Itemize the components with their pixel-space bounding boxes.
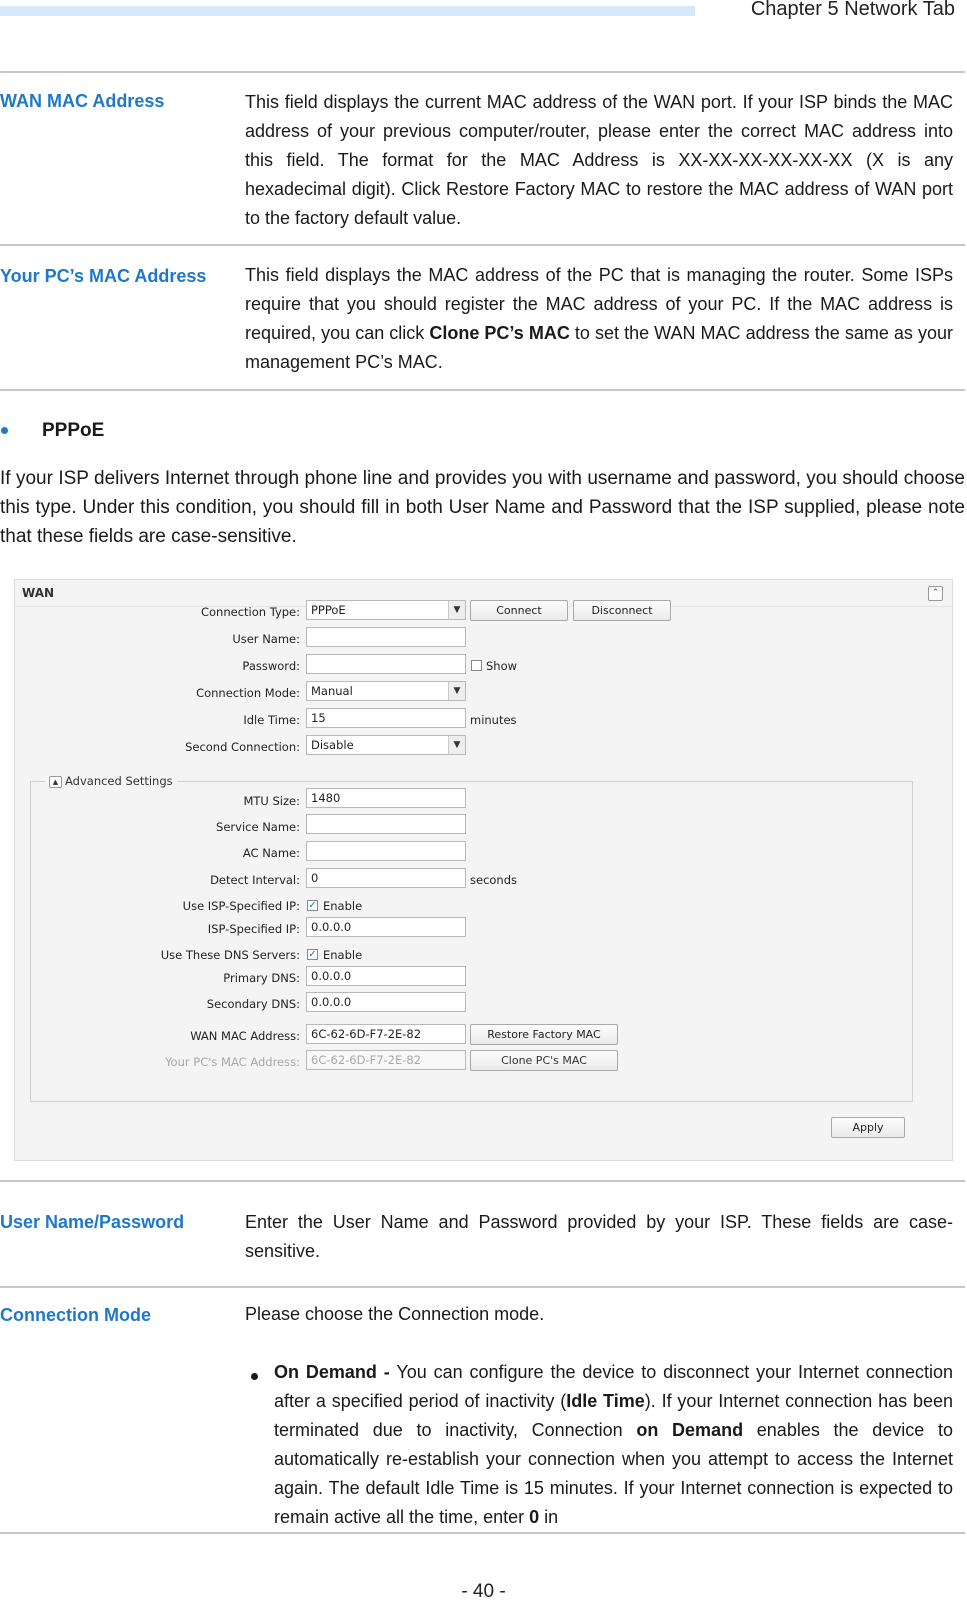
bullet-icon <box>251 1373 258 1380</box>
user-name-label: User Name: <box>232 632 300 646</box>
show-password-label: Show <box>486 659 518 673</box>
isp-ip-input[interactable]: 0.0.0.0 <box>306 917 466 937</box>
password-label: Password: <box>242 659 300 673</box>
service-name-label: Service Name: <box>216 820 300 834</box>
restore-factory-mac-button[interactable]: Restore Factory MAC <box>470 1024 618 1045</box>
ac-name-input[interactable] <box>306 841 466 861</box>
pc-mac-label: Your PC's MAC Address: <box>165 1055 300 1069</box>
desc-text: You can configure the device to disconnect your Internet connection after a specified period of inactivity ( <box>274 1362 953 1411</box>
desc-text: in <box>539 1507 559 1527</box>
divider <box>0 1532 965 1534</box>
detect-interval-label: Detect Interval: <box>210 873 300 887</box>
wan-mac-label: WAN MAC Address: <box>190 1029 300 1043</box>
show-password-checkbox[interactable] <box>471 660 482 671</box>
advanced-settings-legend[interactable] <box>45 774 177 788</box>
ac-name-label: AC Name: <box>242 846 300 860</box>
service-name-input[interactable] <box>306 814 466 834</box>
password-input[interactable] <box>306 654 466 674</box>
second-connection-label: Second Connection: <box>185 740 300 754</box>
term-user-name-password: User Name/Password <box>0 1212 185 1232</box>
desc-bold-zero: 0 <box>529 1507 540 1527</box>
isp-ip-label: ISP-Specified IP: <box>207 922 300 936</box>
desc-connection-mode: Please choose the Connection mode. <box>245 1304 545 1324</box>
connection-mode-on-demand <box>274 1358 953 1532</box>
idle-time-unit: minutes <box>470 713 517 727</box>
desc-bold-on-demand: on Demand <box>636 1420 744 1440</box>
desc-text: enables the device to automatically re-establish your connection when you attempt to access the Internet again. The default Idle Time is 15 minutes. If your Internet connection is expected to remain active all the time, enter <box>274 1420 954 1527</box>
term-your-pc-mac-address: Your PC’s MAC Address <box>0 266 207 286</box>
page-number: - 40 - <box>461 1581 506 1602</box>
use-isp-ip-label: Use ISP-Specified IP: <box>182 899 300 913</box>
second-connection-value: Disable <box>311 738 354 752</box>
desc-text: to set the WAN MAC address the same as your management PC’s MAC. <box>245 323 953 372</box>
primary-dns-input[interactable]: 0.0.0.0 <box>306 966 466 986</box>
detect-interval-unit: seconds <box>470 873 518 887</box>
divider <box>0 1180 965 1182</box>
connection-type-select[interactable] <box>306 600 466 620</box>
divider <box>0 389 965 391</box>
desc-text: This field displays the MAC address of the PC that is managing the router. Some ISPs require that you should register the MAC address of your PC. If the MAC address is required, you can click <box>245 265 953 343</box>
user-name-input[interactable] <box>306 627 466 647</box>
second-connection-select[interactable] <box>306 735 466 755</box>
clone-pc-mac-button[interactable]: Clone PC's MAC <box>470 1050 618 1071</box>
on-demand-heading: On Demand - <box>274 1362 390 1382</box>
header-accent-bar <box>0 6 695 16</box>
section-heading-pppoe: PPPoE <box>42 420 105 441</box>
use-isp-ip-enable-label: Enable <box>323 899 363 913</box>
collapse-up-icon: ▲ <box>49 776 62 788</box>
desc-user-name-password: Enter the User Name and Password provided by your ISP. These fields are case-sensitive. <box>245 1212 953 1261</box>
wan-mac-input[interactable]: 6C-62-6D-F7-2E-82 <box>306 1024 466 1044</box>
bullet-icon <box>1 427 8 434</box>
idle-time-label: Idle Time: <box>243 713 300 727</box>
chapter-title: Chapter 5 Network Tab <box>750 0 955 20</box>
advanced-settings-title: Advanced Settings <box>65 774 173 788</box>
divider <box>0 1286 965 1288</box>
apply-button[interactable]: Apply <box>831 1117 905 1138</box>
chevron-down-icon: ▼ <box>448 601 465 619</box>
double-chevron-up-icon[interactable]: ⌃ <box>928 586 943 601</box>
term-wan-mac-address: WAN MAC Address <box>0 91 165 111</box>
section-paragraph: If your ISP delivers Internet through phone line and provides you with username and password, you should choose this type. Under this condition, you should fill in both User Name and Password that the ISP supplied, please note that these fields are case-sensitive. <box>0 468 965 547</box>
detect-interval-input[interactable]: 0 <box>306 868 466 888</box>
wan-settings-panel <box>14 579 953 1161</box>
disconnect-button[interactable]: Disconnect <box>573 600 671 621</box>
chevron-down-icon: ▼ <box>448 682 465 700</box>
primary-dns-label: Primary DNS: <box>223 971 300 985</box>
mtu-size-label: MTU Size: <box>243 794 300 808</box>
use-dns-checkbox[interactable]: ✓ <box>308 949 317 960</box>
connection-type-label: Connection Type: <box>200 605 300 619</box>
secondary-dns-label: Secondary DNS: <box>206 997 300 1011</box>
desc-text: ). If your Internet connection has been terminated due to inactivity, Connection <box>274 1391 953 1440</box>
connection-mode-value: Manual <box>311 684 353 698</box>
chevron-down-icon: ▼ <box>448 736 465 754</box>
use-dns-label: Use These DNS Servers: <box>160 948 300 962</box>
idle-time-input[interactable]: 15 <box>306 708 466 728</box>
mtu-size-input[interactable]: 1480 <box>306 788 466 808</box>
use-dns-enable-label: Enable <box>323 948 363 962</box>
connection-type-value: PPPoE <box>311 603 346 617</box>
term-connection-mode: Connection Mode <box>0 1305 151 1325</box>
panel-title: WAN <box>22 586 55 600</box>
secondary-dns-input[interactable]: 0.0.0.0 <box>306 992 466 1012</box>
connection-mode-select[interactable] <box>306 681 466 701</box>
desc-your-pc-mac-address <box>245 261 953 377</box>
pc-mac-input: 6C-62-6D-F7-2E-82 <box>306 1050 466 1070</box>
connection-mode-label: Connection Mode: <box>196 686 300 700</box>
desc-bold-idle-time: Idle Time <box>566 1391 645 1411</box>
desc-bold-clone-pc-mac: Clone PC’s MAC <box>429 323 570 343</box>
desc-wan-mac-address: This field displays the current MAC address of the WAN port. If your ISP binds the MAC address of your previous computer/router, please enter the correct MAC address into this field. The format for the MAC Address is XX-XX-XX-XX-XX-XX (X is any hexadecimal digit). Click Restore Factory MAC to restore the MAC address of WAN port to the factory default value. <box>245 92 953 228</box>
connect-button[interactable]: Connect <box>470 600 568 621</box>
use-isp-ip-checkbox[interactable]: ✓ <box>308 900 317 911</box>
divider <box>0 71 965 73</box>
divider <box>0 244 965 246</box>
